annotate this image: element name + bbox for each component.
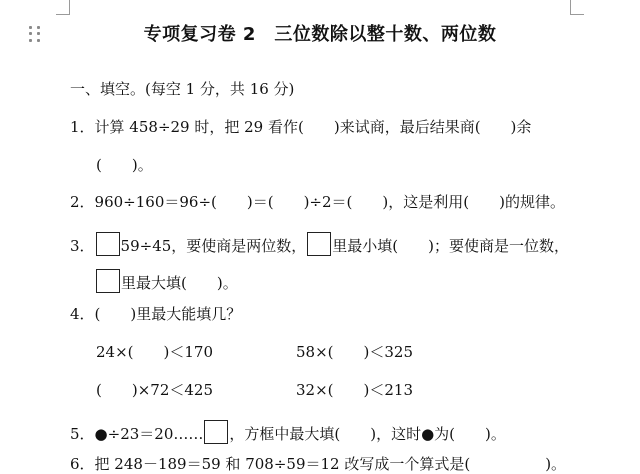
question-text: 59÷45，要使商是两位数， [120, 237, 307, 255]
page-corner-mark [570, 0, 571, 14]
answer-box[interactable] [96, 269, 120, 293]
question-number: 3． [70, 237, 95, 255]
question-text: ，方框中最大填( )，这时●为( )。 [229, 425, 506, 443]
page-title: 专项复习卷 2 三位数除以整十数、两位数 [143, 24, 497, 45]
answer-box[interactable] [307, 232, 331, 256]
page-corner-mark [56, 14, 70, 15]
question-4-heading: 4．( )里最大能填几？ [70, 305, 242, 323]
inequality-item: 58×( )＜325 [296, 343, 413, 361]
inequality-item: ( )×72＜425 [96, 381, 213, 399]
question-3-line-1 [70, 232, 569, 256]
question-3-line-2 [95, 269, 238, 293]
answer-box[interactable] [96, 232, 120, 256]
question-text: 里最大填( )。 [121, 274, 238, 292]
question-6: 6．把 248－189＝59 和 708÷59＝12 改写成一个算式是( )。 [70, 455, 567, 473]
inequality-item: 32×( )＜213 [296, 381, 413, 399]
inequality-item: 24×( )＜170 [96, 343, 213, 361]
question-text: 5．●÷23＝20…… [70, 425, 204, 443]
question-1-line-1: 1．计算 458÷29 时，把 29 看作( )来试商，最后结果商( )余 [70, 118, 532, 136]
question-1-line-2: ( )。 [96, 156, 153, 174]
question-5 [70, 420, 506, 444]
page-corner-mark [69, 0, 70, 14]
question-text: 里最小填( )；要使商是一位数， [332, 237, 570, 255]
answer-box[interactable] [204, 420, 228, 444]
page-corner-mark [570, 14, 584, 15]
section-heading: 一、填空。(每空 1 分，共 16 分) [70, 80, 295, 98]
question-2: 2．960÷160＝96÷( )＝( )÷2＝( )，这是利用( )的规律。 [70, 193, 565, 211]
